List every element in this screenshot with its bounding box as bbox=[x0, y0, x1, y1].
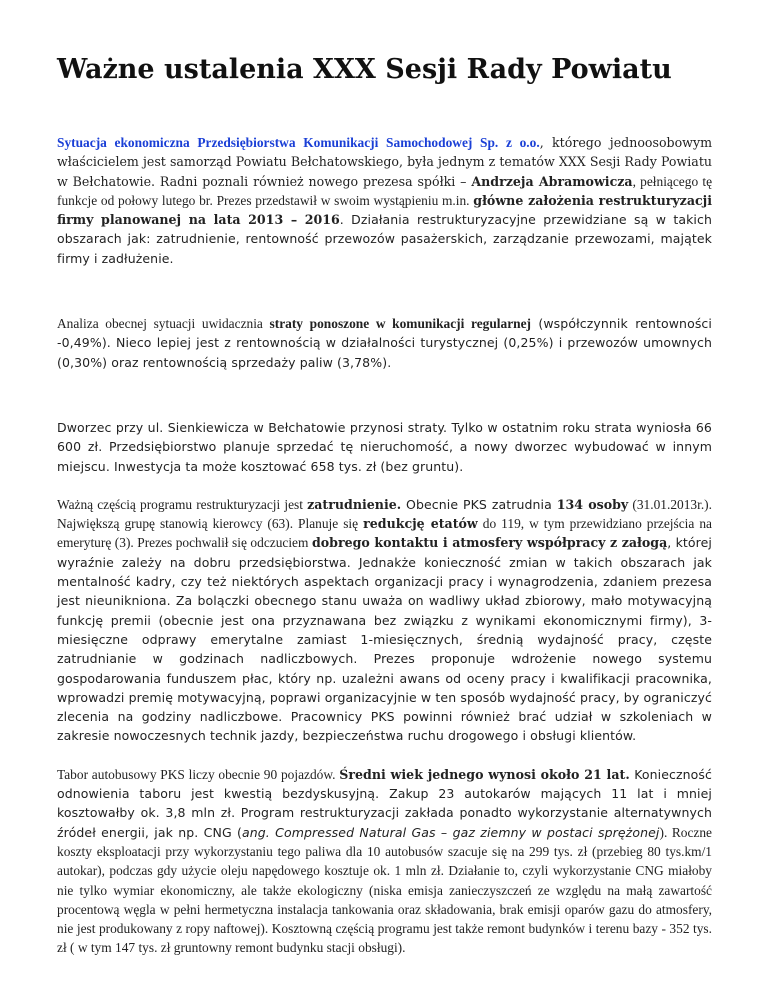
p5-bold-1: Średni wiek jednego wynosi około 21 lat. bbox=[339, 766, 630, 782]
paragraph-economic-situation bbox=[57, 133, 712, 268]
paragraph-analysis bbox=[57, 314, 712, 372]
p4-text-1: Ważną częścią programu restrukturyzacji jest bbox=[57, 496, 308, 512]
p2-bold-1: straty ponoszone w komunikacji regularnej bbox=[269, 316, 531, 332]
pks-company-link[interactable]: Sytuacja ekonomiczna Przedsiębiorstwa Komunikacji Samochodowej Sp. z o.o. bbox=[57, 135, 540, 150]
p2-text-2: (współczynnik rentowności -0,49%). Nieco lepiej jest z rentownością w działalności turystycznej (0,25%) i przewozów umownych (0,30%) oraz rentownością sprzedaży paliw (3,78%). bbox=[57, 316, 712, 370]
p4-bold-4: dobrego kontaktu i atmosfery współpracy z załogą bbox=[311, 535, 668, 551]
p4-bold-3: redukcję etatów bbox=[363, 516, 478, 532]
p2-text-1: Analiza obecnej sytuacji uwidacznia bbox=[57, 316, 270, 332]
p4-text-2: Obecnie PKS zatrudnia bbox=[401, 496, 557, 512]
article-body bbox=[57, 133, 712, 977]
p1-text-3: . Działania restrukturyzacyjne przewidziane są w takich obszarach jak: zatrudnienie, rentowność przewozów pasażerskich, zarządzanie przewozami, majątek firmy i zadłużenie. bbox=[57, 212, 712, 266]
p5-text-2: Konieczność odnowienia taboru jest kwestią bezdyskusyjną. Zakup 23 autokarów mających 11 lat i mniej kosztowałby ok. 3,8 mln zł. Program restrukturyzacji zakłada ponadto wykorzystanie alternatywnych źródeł energii, jak np. CNG ( bbox=[57, 766, 713, 840]
p4-text-5: , której wyraźnie zależy na dobru przedsiębiorstwa. Jednakże konieczność zmian w takich obszarach jak mentalność kadry, czy też niektórych aspektach organizacji pracy i wynagrodzenia, zdaniem prezesa jest nieunikniona. Za bolączki obecnego stanu uważa on wadliwy układ zbiorowy, mało motywacyjną funkcję premii (obecnie jest ona przyznawana bez związku z wynikami ekonomicznymi firmy), 3-miesięczne odprawy emerytalne zamiast 1-miesięcznych, średnią wydajność pracy, częste zatrudnianie w godzinach nadliczbowych. Prezes proponuje wdrożenie nowego systemu gospodarowania funduszem płac, który np. uzależni awans od oceny pracy i kwalifikacji pracownika, wprowadzi premię motywacyjną, poprawi organizacyjnie w ten sposób wydajność pracy, by ograniczyć zlecenia na godziny nadliczbowe. Pracownicy PKS powinni również brać udział w szkoleniach w zakresie nowoczesnych technik jazdy, bezpieczeństwa ruchu drogowego i obsługi klientów. bbox=[57, 535, 712, 744]
paragraph-employment bbox=[57, 495, 712, 746]
paragraph-station bbox=[57, 418, 712, 476]
p4-text-4: do 119, w tym przewidziano przejścia na emeryturę (3). Prezes pochwalił się odczuciem bbox=[57, 516, 712, 551]
p4-bold-2: 134 osoby bbox=[556, 496, 629, 512]
p1-bold-2: główne założenia restrukturyzacji firmy planowanej na lata 2013 – 2016 bbox=[57, 192, 712, 228]
p4-bold-1: zatrudnienie. bbox=[307, 496, 402, 512]
paragraph-fleet bbox=[57, 765, 712, 958]
p5-text-1: Tabor autobusowy PKS liczy obecnie 90 pojazdów. bbox=[57, 766, 340, 782]
p3-text-1: Dworzec przy ul. Sienkiewicza w Bełchatowie przynosi straty. Tylko w ostatnim roku strata wyniosła 66 600 zł. Przedsiębiorstwo planuje sprzedać tę nieruchomość, a nowy dworzec wybudować w innym miejscu. Inwestycja ta może kosztować 658 tys. zł (bez gruntu). bbox=[57, 419, 712, 474]
p5-text-3: ). Roczne koszty eksploatacji przy wykorzystaniu tego paliwa dla 10 autobusów szacuje się na 299 tys. zł (przebieg 80 tys.km/1 autokar), podczas gdy użycie oleju napędowego kosztuje ok. 1 mln zł. Działanie to, czyli wykorzystanie CNG miałoby nie tylko wymiar ekonomiczny, ale także ekologiczny (niska emisja zanieczyszczeń ze względu na małą zawartość procentową węgla w pełni hermetyczna instalacja tankowania oraz składowania, brak emisji oparów gazu do atmosfery, nie jest produkowany z ropy naftowej). Kosztowną częścią programu jest także remont budynków i terenu bazy - 352 tys. zł ( w tym 147 tys. zł gruntowny remont budynku stacji obsługi). bbox=[57, 824, 713, 956]
page-title: Ważne ustalenia XXX Sesji Rady Powiatu bbox=[57, 54, 672, 85]
p1-text-2: , pełniącego tę funkcje od połowy lutego br. Prezes przedstawił w swoim wystąpieniu m.in. bbox=[57, 173, 713, 208]
p4-text-3: (31.01.2013r.). Największą grupę stanowią kierowcy (63). Planuje się bbox=[57, 496, 712, 532]
p5-italic-1: ang. Compressed Natural Gas – gaz ziemny w postaci sprężonej bbox=[241, 824, 660, 840]
p1-bold-1: Andrzeja Abramowicza bbox=[471, 173, 633, 189]
p1-text-1: , którego jednoosobowym właścicielem jest samorząd Powiatu Bełchatowskiego, była jednym z tematów XXX Sesji Rady Powiatu w Bełchatowie. Radni poznali również nowego prezesa spółki – bbox=[57, 135, 713, 189]
